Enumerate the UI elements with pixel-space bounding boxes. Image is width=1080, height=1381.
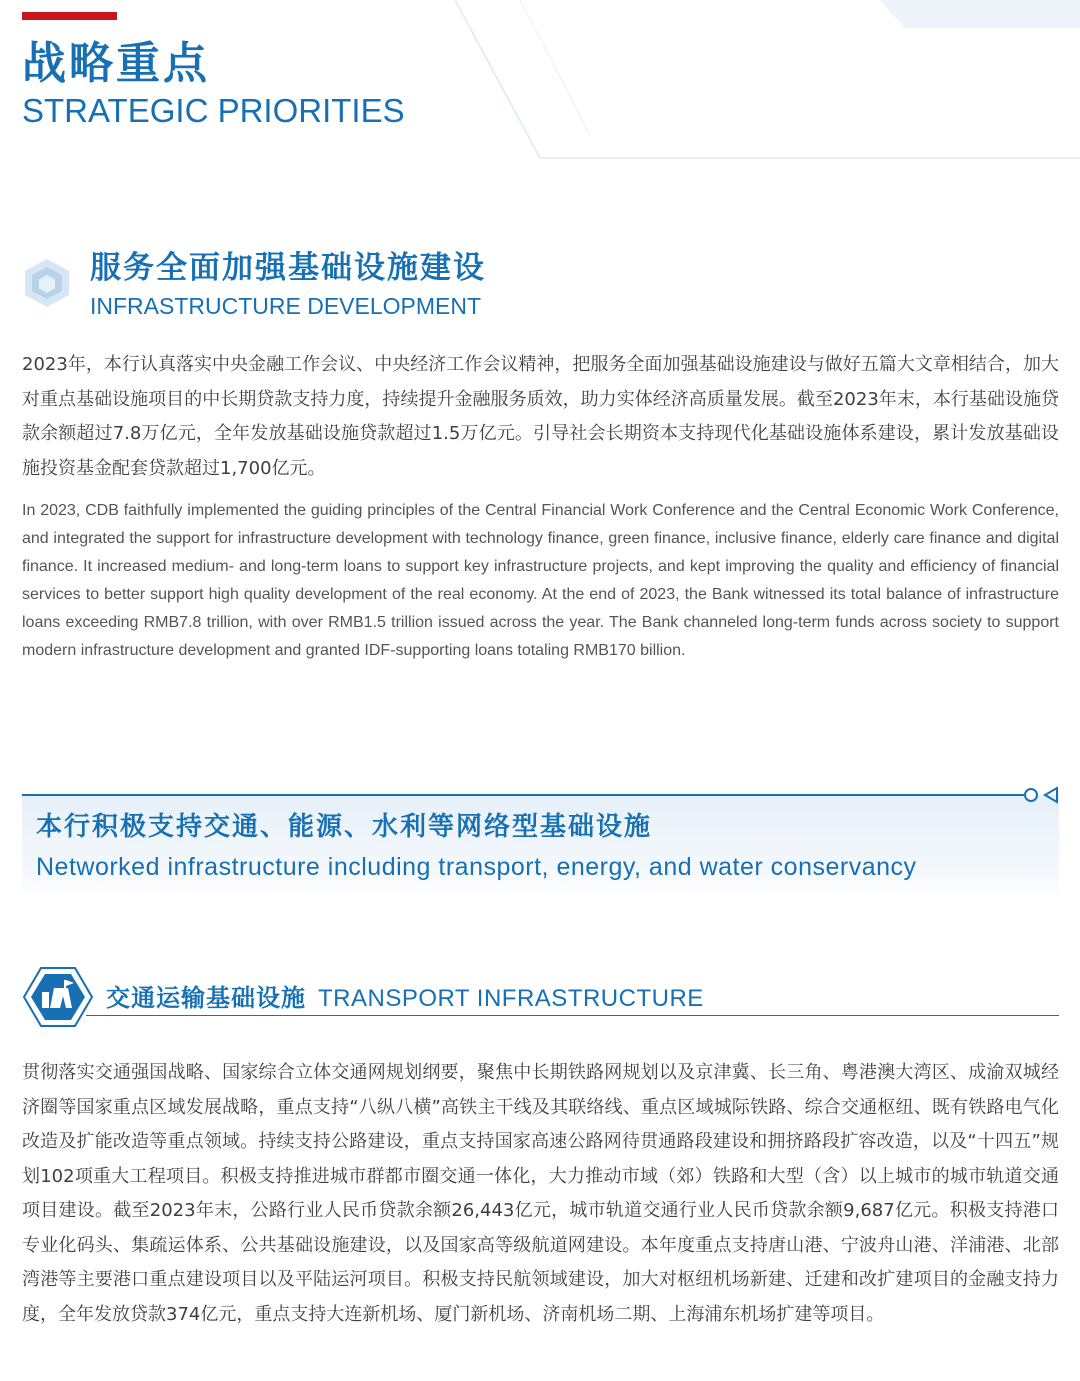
page-subtitle: STRATEGIC PRIORITIES: [22, 92, 405, 129]
circle-icon: [1024, 788, 1038, 802]
transport-icon: [22, 966, 94, 1028]
highlight-subtitle: Networked infrastructure including transport, energy, and water conservancy: [36, 853, 917, 881]
transport-divider: [86, 1015, 1059, 1016]
highlight-divider: [22, 794, 1024, 796]
intro-paragraph-cn: 2023年，本行认真落实中央金融工作会议、中央经济工作会议精神，把服务全面加强基础设施建设与做好五篇大文章相结合，加大对重点基础设施项目的中长期贷款支持力度，持续提升金融服务质效，助力实体经济高质量发展。截至2023年末，本行基础设施贷款余额超过7.8万亿元，全年发放基础设施贷款超过1.5万亿元。引导社会长期资本支持现代化基础设施体系建设，累计发放基础设施投资基金配套贷款超过1,700亿元。: [22, 354, 1059, 479]
highlight-title: 本行积极支持交通、能源、水利等网络型基础设施: [36, 812, 653, 842]
triangle-arrow-icon: [1042, 786, 1060, 804]
transport-title-en: TRANSPORT INFRASTRUCTURE: [318, 985, 704, 1012]
intro-paragraph-en: In 2023, CDB faithfully implemented the guiding principles of the Central Financial Work Conference and the Central Economic Work Conference, and integrated the support for infrastructure development with technology finance, green finance, inclusive finance, elderly care finance and digital finance. It increased medium- and long-term loans to support key infrastructure projects, and kept improving the quality and efficiency of financial services to better support high quality development of the real economy. At the end of 2023, the Bank witnessed its total balance of infrastructure loans exceeding RMB7.8 trillion, with over RMB1.5 trillion issued across the year. The Bank channeled long-term funds across society to support modern infrastructure development and granted IDF-supporting loans totaling RMB170 billion.: [22, 502, 1059, 659]
transport-heading: [106, 982, 704, 1015]
top-accent-bar: [22, 12, 117, 20]
hexagon-icon: [22, 257, 72, 309]
transport-paragraph: 贯彻落实交通强国战略、国家综合立体交通网规划纲要，聚焦中长期铁路网规划以及京津冀、长三角、粤港澳大湾区、成渝双城经济圈等国家重点区域发展战略，重点支持“八纵八横”高铁主干线及其联络线、重点区域城际铁路、综合交通枢纽、既有铁路电气化改造及扩能改造等重点领域。持续支持公路建设，重点支持国家高速公路网待贯通路段建设和拥挤路段扩容改造，以及“十四五”规划102项重大工程项目。积极支持推进城市群都市圈交通一体化，大力推动市域（郊）铁路和大型（含）以上城市的城市轨道交通项目建设。截至2023年末，公路行业人民币贷款余额26,443亿元，城市轨道交通行业人民币贷款余额9,687亿元。积极支持港口专业化码头、集疏运体系、公共基础设施建设，以及国家高等级航道网建设。本年度重点支持唐山港、宁波舟山港、洋浦港、北部湾港等主要港口重点建设项目以及平陆运河项目。积极支持民航领域建设，加大对枢纽机场新建、迁建和改扩建项目的金融支持力度，全年发放贷款374亿元，重点支持大连新机场、厦门新机场、济南机场二期、上海浦东机场扩建等项目。: [22, 1062, 1059, 1325]
page-title: 战略重点: [22, 38, 210, 89]
section-title: 服务全面加强基础设施建设: [90, 250, 486, 286]
section-subtitle: INFRASTRUCTURE DEVELOPMENT: [90, 293, 482, 319]
transport-title-cn: 交通运输基础设施: [106, 984, 306, 1012]
